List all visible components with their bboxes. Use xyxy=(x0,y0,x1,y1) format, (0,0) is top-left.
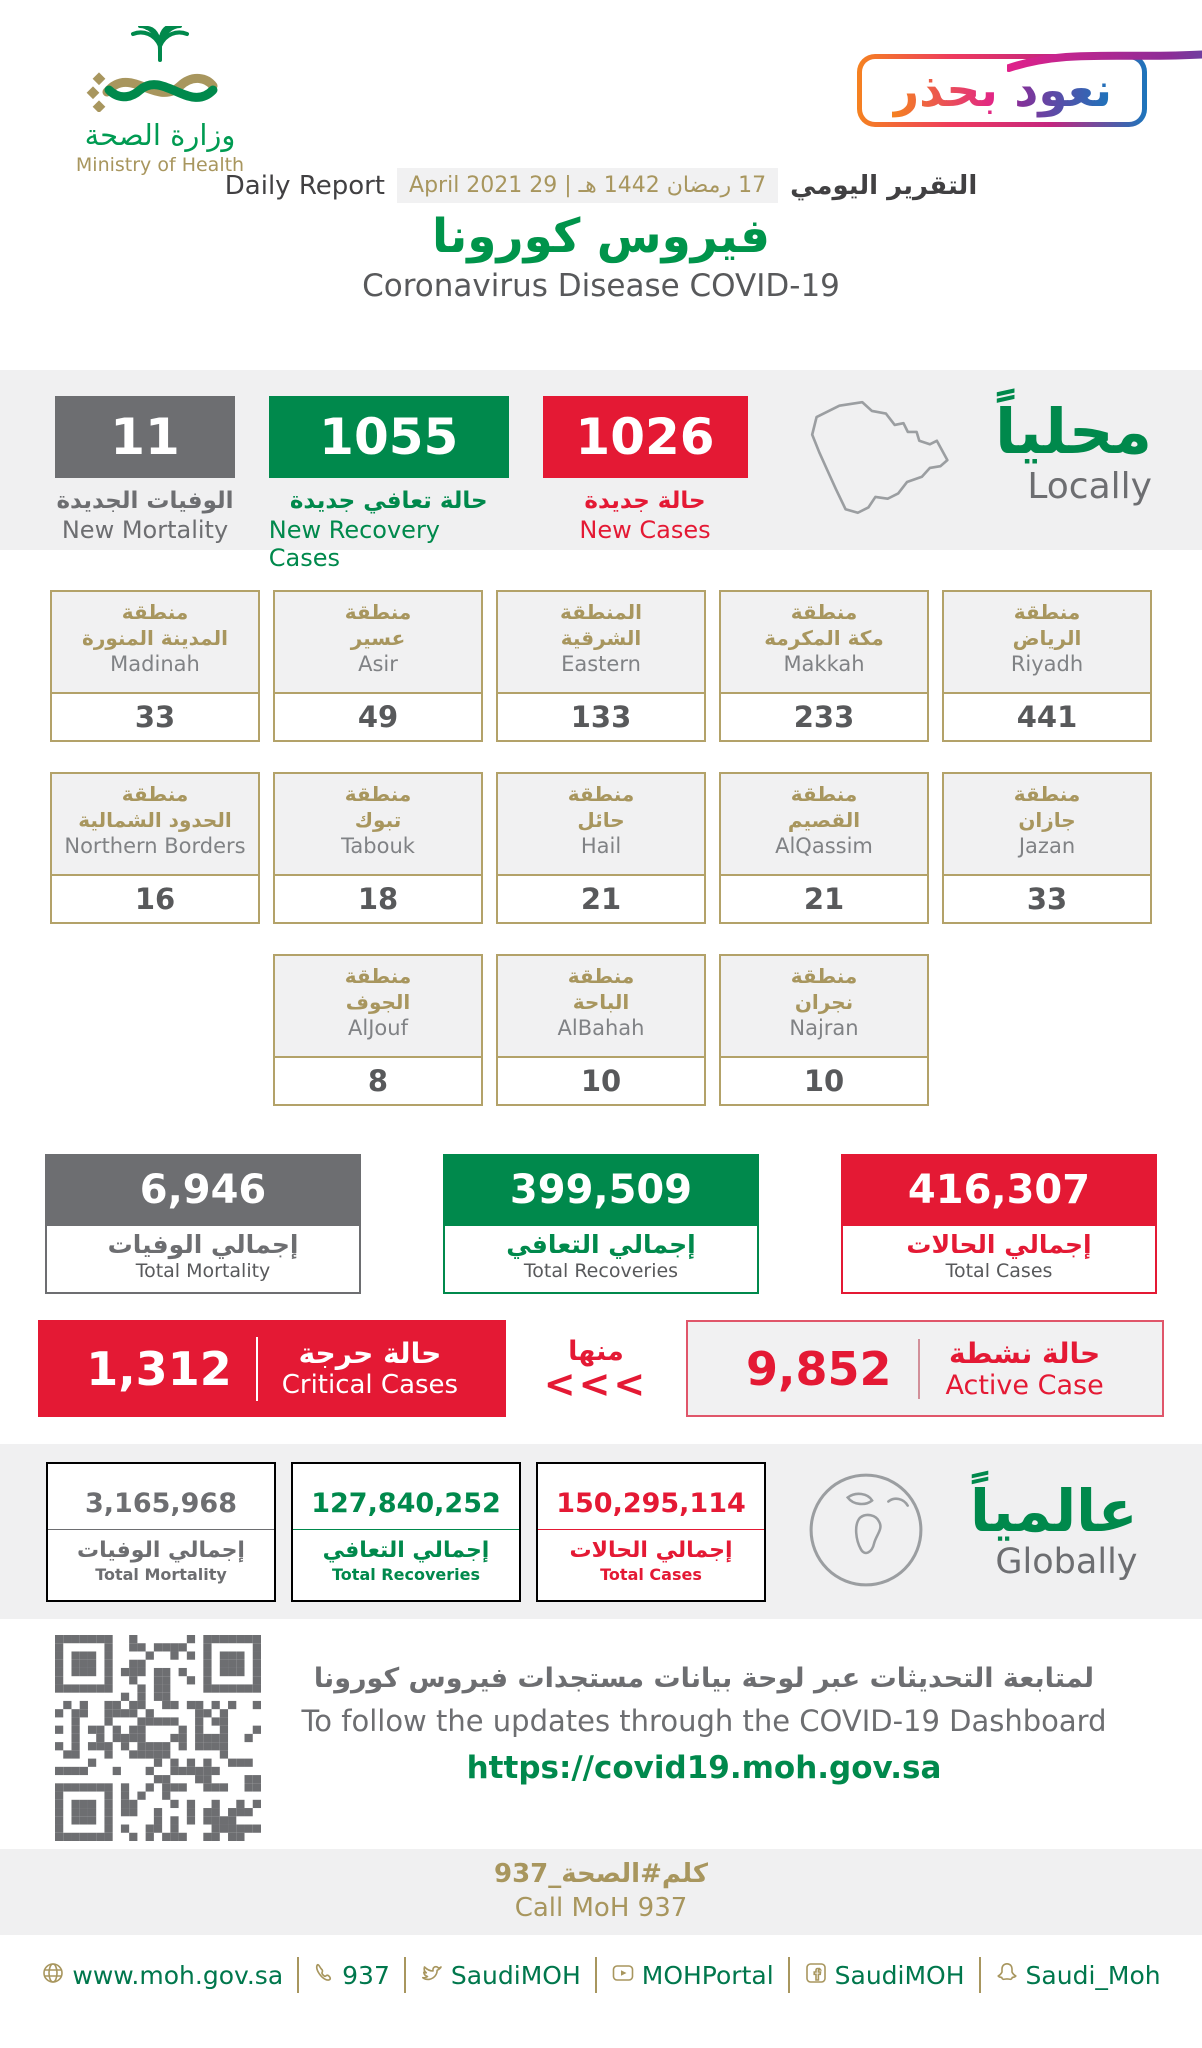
new-cases-label-ar: حالة جديدة xyxy=(584,488,706,514)
globally-title-ar: عالمياً xyxy=(970,1477,1138,1546)
globe-icon xyxy=(41,1961,65,1989)
total-mortality-card xyxy=(45,1154,361,1294)
phone-icon xyxy=(313,1962,335,1988)
global-mortality-value: 3,165,968 xyxy=(48,1480,274,1530)
active-cases-label-en: Active Case xyxy=(945,1369,1104,1401)
badge-swoosh-icon xyxy=(1007,38,1202,76)
report-date: 17 رمضان 1442 هـ | 29 April 2021 xyxy=(397,168,778,203)
global-mortality-label-en: Total Mortality xyxy=(95,1564,227,1584)
total-recoveries-value: 399,509 xyxy=(443,1154,759,1226)
total-mortality-value: 6,946 xyxy=(45,1154,361,1226)
divider xyxy=(404,1957,406,1993)
region-card-aljouf: منطقة الجوف AlJouf 8 xyxy=(273,954,483,1106)
footer-links-bar xyxy=(0,1957,1202,1993)
website-link[interactable]: www.moh.gov.sa xyxy=(41,1961,283,1990)
dashboard-section xyxy=(0,1635,1202,1845)
critical-cases-label-en: Critical Cases xyxy=(281,1370,459,1400)
critical-cases-value: 1,312 xyxy=(86,1341,232,1396)
page-title-english: Coronavirus Disease COVID-19 xyxy=(362,268,840,304)
total-recoveries-label-en: Total Recoveries xyxy=(523,1260,679,1282)
facebook-icon xyxy=(804,1961,828,1989)
global-cases-value: 150,295,114 xyxy=(538,1480,764,1530)
of-which-label: منها xyxy=(568,1335,624,1367)
total-mortality-label-ar: إجمالي الوفيات xyxy=(107,1230,299,1259)
locally-title-ar: محلياً xyxy=(995,395,1152,468)
globally-title-en: Globally xyxy=(995,1541,1138,1582)
globe-icon xyxy=(805,1469,927,1595)
active-cases-label-ar: حالة نشطة xyxy=(948,1336,1101,1370)
divider xyxy=(788,1957,790,1993)
page-title-arabic: فيروس كورونا xyxy=(432,209,770,264)
region-value: 49 xyxy=(357,700,399,734)
local-totals-row xyxy=(0,1154,1202,1294)
globally-section xyxy=(0,1444,1202,1619)
total-cases-label-ar: إجمالي الحالات xyxy=(906,1230,1092,1259)
snapchat-icon xyxy=(995,1961,1019,1989)
region-value: 441 xyxy=(1016,700,1078,734)
region-card-madinah: منطقة المدينة المنورة Madinah 33 xyxy=(50,590,260,742)
region-value: 8 xyxy=(367,1064,389,1098)
dashboard-note-en: To follow the updates through the COVID-19 Dashboard xyxy=(301,1704,1107,1738)
global-recoveries-card xyxy=(291,1462,521,1602)
new-recoveries-label-en: New Recovery Cases xyxy=(268,516,441,572)
locally-title xyxy=(995,395,1152,508)
region-value: 33 xyxy=(134,700,176,734)
locally-title-en: Locally xyxy=(1027,466,1152,508)
active-cases-box xyxy=(686,1320,1164,1417)
region-card-hail: منطقة حائل Hail 21 xyxy=(496,772,706,924)
qr-code xyxy=(55,1635,261,1845)
call-moh-section xyxy=(0,1849,1202,1935)
region-card-riyadh: منطقة الرياض Riyadh 441 xyxy=(942,590,1152,742)
return-with-caution-badge xyxy=(857,54,1147,166)
call-moh-english: Call MoH 937 xyxy=(514,1893,688,1923)
new-recoveries-stat xyxy=(269,396,509,572)
global-mortality-card xyxy=(46,1462,276,1602)
total-cases-value: 416,307 xyxy=(841,1154,1157,1226)
region-cards-grid xyxy=(50,590,1152,1106)
active-cases-value: 9,852 xyxy=(745,1341,892,1396)
region-value: 133 xyxy=(570,700,632,734)
badge-text: نعود بحذر xyxy=(892,63,1112,118)
region-value: 16 xyxy=(134,882,176,916)
region-value: 10 xyxy=(803,1064,845,1098)
total-mortality-label-en: Total Mortality xyxy=(135,1260,271,1282)
divider xyxy=(979,1957,981,1993)
global-cases-card xyxy=(536,1462,766,1602)
global-cases-label-ar: إجمالي الحالات xyxy=(569,1537,733,1563)
call-moh-hashtag: كلم#الصحة_937 xyxy=(494,1859,708,1889)
of-which-indicator xyxy=(506,1335,685,1406)
global-cases-label-en: Total Cases xyxy=(600,1564,702,1584)
twitter-link[interactable]: SaudiMOH xyxy=(420,1961,581,1990)
facebook-link[interactable]: SaudiMOH xyxy=(804,1961,965,1990)
divider xyxy=(297,1957,299,1993)
divider xyxy=(918,1339,920,1399)
daily-report-label-en: Daily Report xyxy=(224,170,386,201)
region-card-northern-borders: منطقة الحدود الشمالية Northern Borders 16 xyxy=(50,772,260,924)
region-card-najran: منطقة نجران Najran 10 xyxy=(719,954,929,1106)
critical-cases-box xyxy=(38,1320,506,1417)
globally-title xyxy=(970,1477,1138,1582)
region-value: 233 xyxy=(793,700,855,734)
moh-logo-english: Ministry of Health xyxy=(75,154,245,176)
region-card-jazan: منطقة جازان Jazan 33 xyxy=(942,772,1152,924)
new-cases-label-en: New Cases xyxy=(579,516,711,544)
new-cases-stat xyxy=(543,396,748,544)
moh-palm-emblem-icon xyxy=(85,26,235,116)
region-value: 21 xyxy=(803,882,845,916)
region-card-asir: منطقة عسير Asir 49 xyxy=(273,590,483,742)
region-card-alqassim: منطقة القصيم AlQassim 21 xyxy=(719,772,929,924)
region-value: 10 xyxy=(580,1064,622,1098)
locally-section xyxy=(0,370,1202,572)
total-recoveries-card xyxy=(443,1154,759,1294)
region-card-makkah: منطقة مكة المكرمة Makkah 233 xyxy=(719,590,929,742)
divider xyxy=(595,1957,597,1993)
global-recoveries-label-en: Total Recoveries xyxy=(332,1564,480,1584)
region-value: 21 xyxy=(580,882,622,916)
new-mortality-value: 11 xyxy=(55,396,235,478)
moh-logo-arabic: وزارة الصحة xyxy=(84,118,236,152)
critical-active-row xyxy=(0,1320,1202,1417)
total-cases-label-en: Total Cases xyxy=(945,1260,1053,1282)
chevrons-left-icon: <<< xyxy=(543,1361,649,1406)
new-mortality-label-ar: الوفيات الجديدة xyxy=(56,488,234,514)
youtube-link[interactable]: MOHPortal xyxy=(611,1961,774,1990)
new-recoveries-label-ar: حالة تعافي جديدة xyxy=(289,488,488,514)
moh-logo xyxy=(55,26,265,176)
header xyxy=(0,0,1202,176)
youtube-icon xyxy=(611,1961,635,1989)
global-recoveries-value: 127,840,252 xyxy=(293,1480,519,1530)
new-cases-value: 1026 xyxy=(543,396,748,478)
divider xyxy=(256,1337,258,1401)
region-card-eastern: المنطقة الشرقية Eastern 133 xyxy=(496,590,706,742)
critical-cases-label-ar: حالة حرجة xyxy=(298,1337,442,1370)
new-recoveries-value: 1055 xyxy=(269,396,509,478)
dashboard-note-ar: لمتابعة التحديثات عبر لوحة بيانات مستجدات فيروس كورونا xyxy=(313,1663,1095,1694)
daily-report-label-ar: التقرير اليومي xyxy=(790,170,978,201)
total-recoveries-label-ar: إجمالي التعافي xyxy=(506,1230,696,1259)
total-cases-card xyxy=(841,1154,1157,1294)
saudi-arabia-map-icon xyxy=(781,396,961,558)
region-card-albahah: منطقة الباحة AlBahah 10 xyxy=(496,954,706,1106)
new-mortality-stat xyxy=(55,396,235,544)
global-mortality-label-ar: إجمالي الوفيات xyxy=(77,1537,245,1563)
dashboard-url-link[interactable]: https://covid19.moh.gov.sa xyxy=(466,1750,942,1786)
snapchat-link[interactable]: Saudi_Moh xyxy=(995,1961,1161,1990)
twitter-icon xyxy=(420,1961,444,1989)
region-card-tabouk: منطقة تبوك Tabouk 18 xyxy=(273,772,483,924)
global-recoveries-label-ar: إجمالي التعافي xyxy=(322,1537,490,1563)
region-value: 18 xyxy=(357,882,399,916)
region-value: 33 xyxy=(1026,882,1068,916)
new-mortality-label-en: New Mortality xyxy=(61,516,229,544)
phone-link[interactable]: 937 xyxy=(313,1961,390,1990)
